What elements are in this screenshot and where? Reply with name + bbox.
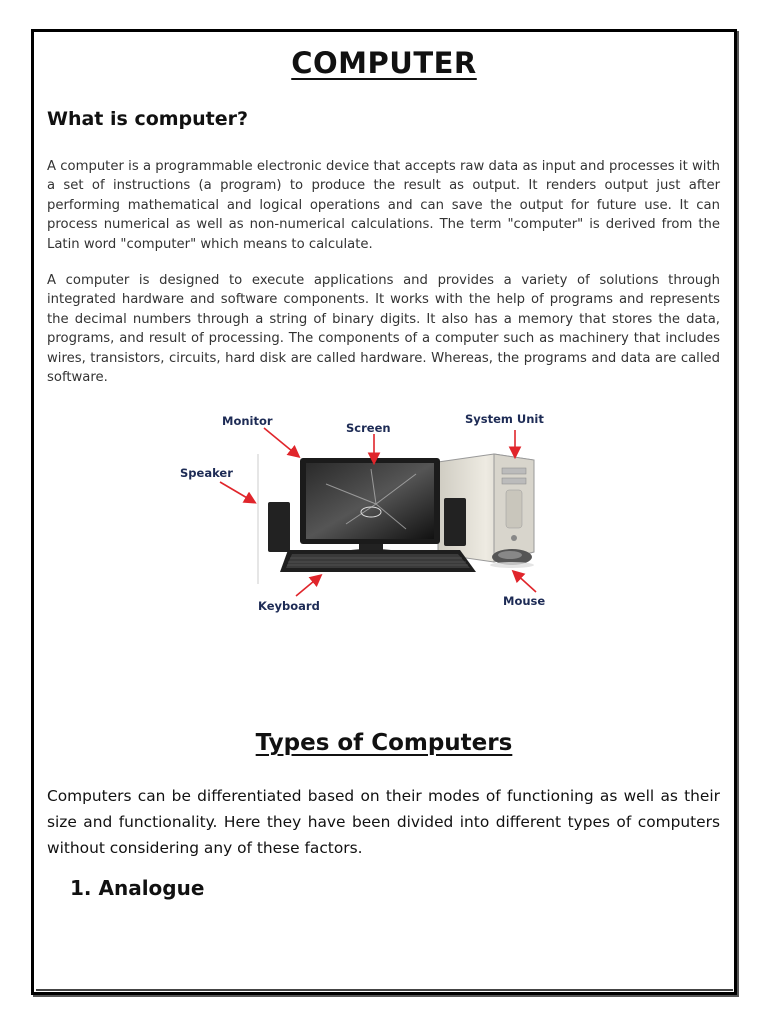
- page-bottom-rule: [36, 989, 733, 991]
- types-heading-text: Types of Computers: [255, 730, 513, 756]
- keyboard-arrow: [296, 576, 320, 596]
- left-speaker-drawing: [268, 502, 290, 552]
- paragraph-components: A computer is designed to execute applications and provides a variety of solutions through integrated hardware and software components. It works with the help of programs and represents the decimal numbers through a string of binary digits. It also has a memory that stores the data, programs, and result of processing. The components of a computer such as machinery that includes wires, transistors, circuits, hard disk are called hardware. Whereas, the programs and data are called software.: [47, 273, 720, 386]
- monitor-arrow: [264, 428, 298, 456]
- label-keyboard: Keyboard: [258, 599, 320, 613]
- paragraph-types-intro: Computers can be differentiated based on their modes of functioning as well as their size and functionality. Here they have been divided into different types of computers without considering any of these factors.: [47, 787, 720, 857]
- mouse-arrow: [514, 572, 536, 592]
- document-title: [0, 46, 768, 80]
- label-screen: Screen: [346, 421, 391, 435]
- label-monitor: Monitor: [222, 414, 273, 428]
- label-system-unit: System Unit: [465, 412, 544, 426]
- section-heading-types-of-computers: [0, 730, 768, 756]
- keyboard-drawing: [280, 550, 476, 572]
- right-speaker-drawing: [444, 498, 466, 546]
- list-item-analogue: 1. Analogue: [70, 876, 205, 900]
- monitor-drawing: [300, 458, 440, 559]
- computer-parts-figure: [176, 404, 572, 618]
- section-heading-what-is-computer: What is computer?: [47, 108, 249, 130]
- computer-illustration: [176, 404, 572, 618]
- speaker-arrow: [220, 482, 254, 502]
- label-speaker: Speaker: [180, 466, 233, 480]
- label-mouse: Mouse: [503, 594, 546, 608]
- document-title-text: COMPUTER: [291, 46, 477, 80]
- paragraph-definition: A computer is a programmable electronic device that accepts raw data as input and processes it with a set of instructions (a program) to produce the result as output. It renders output just after performing mathematical and logical operations and can save the output for future use. It can process numerical as well as non-numerical calculations. The term "computer" is derived from the Latin word "computer" which means to calculate.: [47, 159, 720, 252]
